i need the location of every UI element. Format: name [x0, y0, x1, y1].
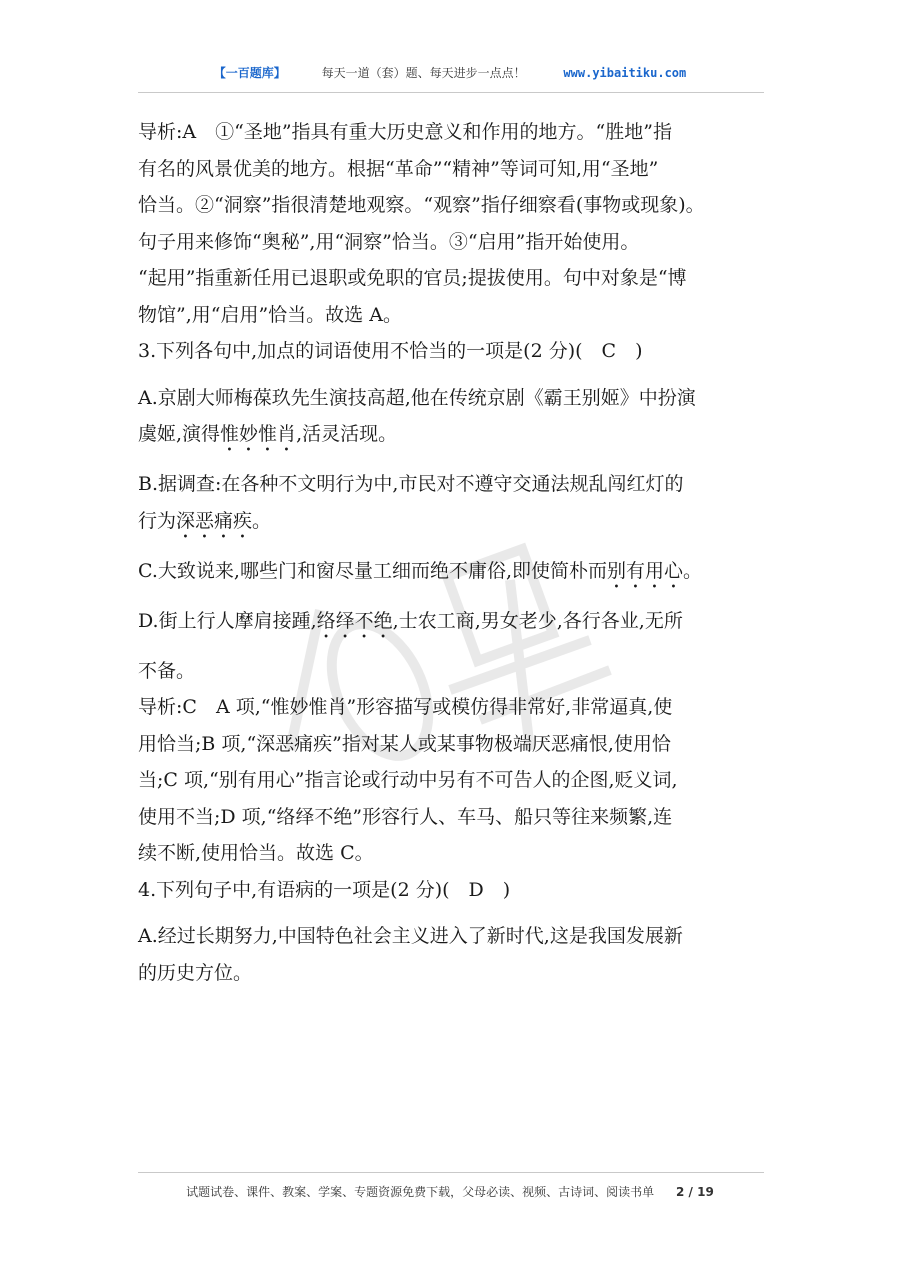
option-a-line: 的历史方位。	[138, 961, 253, 984]
document-body	[138, 114, 768, 991]
analysis-line: 物馆”,用“启用”恰当。故选 A。	[138, 303, 402, 326]
option-b-line: B.据调查:在各种不文明行为中,市民对不遵守交通法规乱闯红灯的	[138, 473, 684, 495]
option-text: 。	[683, 559, 703, 582]
option-text: 。	[252, 509, 272, 532]
page-header	[0, 64, 900, 81]
dotted-word: 别有用心	[606, 559, 683, 582]
header-brand: 【一百题库】	[213, 66, 286, 80]
option-d-line	[138, 603, 768, 643]
analysis-line: 用恰当;B 项,“深恶痛疾”指对某人或某事物极端厌恶痛恨,使用恰	[138, 732, 671, 755]
dotted-word: 深恶痛疾	[176, 509, 253, 532]
option-text: 虞姬,演得	[138, 423, 221, 445]
option-a-line: A.京剧大师梅葆玖先生演技高超,他在传统京剧《霸王别姬》中扮演	[138, 386, 696, 409]
header-divider	[138, 92, 764, 93]
header-slogan: 每天一道（套）题、每天进步一点点！	[321, 66, 526, 80]
footer-divider	[138, 1172, 764, 1173]
analysis-line: “起用”指重新任用已退职或免职的官员;提拔使用。句中对象是“博	[138, 267, 687, 289]
analysis-line: 导析:A ①“圣地”指具有重大历史意义和作用的地方。“胜地”指	[138, 121, 672, 143]
analysis-line: 当;C 项,“别有用心”指言论或行动中另有不可告人的企图,贬义词,	[138, 769, 678, 791]
option-c-line	[138, 553, 768, 593]
footer-text: 试题试卷、课件、教案、学案、专题资源免费下载，父母必读、视频、古诗词、阅读书单	[186, 1185, 655, 1199]
question-stem: 3.下列各句中,加点的词语使用不恰当的一项是(2 分)( C )	[138, 340, 643, 362]
question-stem: 4.下列句子中,有语病的一项是(2 分)( D )	[138, 878, 511, 901]
option-text: 行为	[138, 509, 177, 532]
option-b-line	[138, 503, 768, 543]
analysis-line: 导析:C A 项,“惟妙惟肖”形容描写或模仿得非常好,非常逼真,使	[138, 696, 673, 718]
option-text: ,士农工商,男女老少,各行各业,无所	[392, 609, 683, 632]
option-d-line: 不备。	[138, 659, 196, 682]
option-text: D.街上行人摩肩接踵,	[138, 609, 317, 632]
page-footer	[0, 1183, 900, 1200]
dotted-word: 惟妙惟肖	[220, 423, 297, 445]
analysis-line: 恰当。②“洞察”指很清楚地观察。“观察”指仔细察看(事物或现象)。	[138, 194, 705, 216]
dotted-word: 络绎不绝	[316, 609, 393, 632]
page-number: 2 / 19	[676, 1185, 714, 1199]
analysis-line: 续不断,使用恰当。故选 C。	[138, 842, 374, 864]
option-text: ,活灵活现。	[296, 423, 398, 445]
analysis-line: 句子用来修饰“奥秘”,用“洞察”恰当。③“启用”指开始使用。	[138, 230, 640, 253]
analysis-line: 使用不当;D 项,“络绎不绝”形容行人、车马、船只等往来频繁,连	[138, 805, 673, 828]
option-text: C.大致说来,哪些门和窗尽量工细而绝不庸俗,即使简朴而	[138, 559, 607, 582]
header-url[interactable]: www.yibaitiku.com	[563, 66, 687, 80]
analysis-line: 有名的风景优美的地方。根据“革命”“精神”等词可知,用“圣地”	[138, 157, 659, 180]
option-a-line	[138, 416, 768, 456]
option-a-line: A.经过长期努力,中国特色社会主义进入了新时代,这是我国发展新	[138, 925, 683, 947]
